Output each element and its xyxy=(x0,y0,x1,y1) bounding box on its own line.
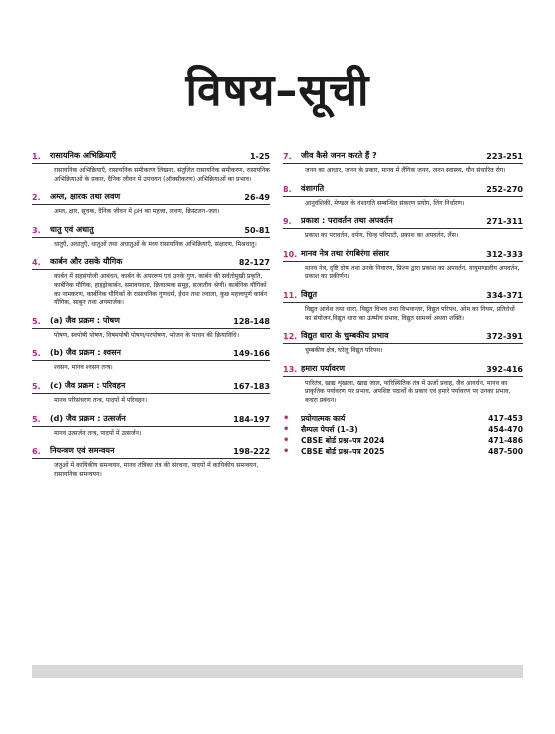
chapter-title: वंशागति xyxy=(301,183,325,193)
toc-entry[interactable] xyxy=(32,347,270,373)
page-range: 392-416 xyxy=(486,364,523,374)
toc-entry-header xyxy=(32,224,270,238)
chapter-number: 9. xyxy=(283,217,292,227)
extras-title: CBSE बोर्ड प्रश्न–पत्र 2024 xyxy=(301,435,385,445)
page-range: 454-470 xyxy=(488,424,523,434)
toc-entry-header xyxy=(283,150,523,164)
chapter-description: रासायनिक अभिक्रियाएँ, रासायनिक समीकरण लिखना, संतुलित रासायनिक समीकरण, रासायनिक अभिक्रियाओं के प्रकार, दैनिक जीवन में उपचयन (ऑक्सीकरण) अभिक्रियाओं का प्रभाव। xyxy=(54,167,270,183)
chapter-number: 10. xyxy=(283,249,298,259)
chapter-number: 6. xyxy=(32,447,41,457)
chapter-number: 5. xyxy=(32,381,41,391)
page-range: 417-453 xyxy=(488,413,523,423)
extras-item[interactable] xyxy=(283,424,523,435)
extras-item[interactable] xyxy=(283,413,523,424)
toc-entry-header xyxy=(283,289,523,303)
page-range: 198-222 xyxy=(233,447,270,457)
toc-entry[interactable] xyxy=(283,363,523,406)
chapter-number: 11. xyxy=(283,290,298,300)
page-range: 223-251 xyxy=(486,152,523,161)
chapter-number: 7. xyxy=(283,152,292,161)
chapter-number: 8. xyxy=(283,184,292,194)
bullet-icon: • xyxy=(283,434,290,446)
toc-entry[interactable] xyxy=(32,315,270,341)
toc-entry-header xyxy=(32,315,270,329)
chapter-title: रासायनिक अभिक्रियाएँ xyxy=(50,151,117,160)
toc-entry-header xyxy=(283,330,523,344)
toc-entry-header xyxy=(32,380,270,394)
chapter-title: धातु एवं अधातु xyxy=(50,224,94,234)
chapter-title: अम्ल, क्षारक तथा लवण xyxy=(50,192,121,202)
chapter-number: 13. xyxy=(283,364,298,374)
chapter-number: 5. xyxy=(32,349,41,359)
chapter-number: 12. xyxy=(283,332,298,342)
toc-entry[interactable] xyxy=(283,289,523,323)
bottom-band xyxy=(32,665,523,678)
chapter-title: (d) जैव प्रक्रम : उत्सर्जन xyxy=(50,413,126,423)
chapter-description: विद्युत आवेश तथा धारा, विद्युत विभव तथा विभवान्तर, विद्युत परिपथ, ओम का नियम, प्रतिरोधों का संयोजन,विद्युत धारा का ऊष्मीय प्रभाव, विद्युत सामर्थ्य अथवा शक्ति। xyxy=(305,305,515,322)
toc-entry[interactable] xyxy=(32,191,270,217)
chapter-description: मानव परिसंचरण तन्त्र, पादपों में परिवहन। xyxy=(54,396,148,404)
extras-title: सैम्पल पेपर्स (1-3) xyxy=(301,424,358,434)
page-range: 1-25 xyxy=(249,152,270,161)
chapter-description: पारितंत्र, खाद्य शृंखला, खाद्य जाल, पारिस्थितिक तंत्र में ऊर्जा प्रवाह, जैव आवर्धन, मानव का प्राकृतिक पर्यावरण पर प्रभाव, अपशिष्ट पदार्थों के प्रकार एवं हमारे पर्यावरण पर उनका प्रभाव, कचरा प्रबंधन। xyxy=(305,379,511,404)
toc-left-column xyxy=(32,150,270,486)
bullet-icon: • xyxy=(283,412,290,424)
chapter-number: 2. xyxy=(32,193,41,203)
chapter-title: जीव कैसे जनन करते हैं ? xyxy=(301,151,377,160)
extras-title: CBSE बोर्ड प्रश्न–पत्र 2025 xyxy=(301,446,385,456)
page-range: 26-49 xyxy=(244,193,270,203)
chapter-description: पोषण, स्वपोषी पोषण, विषमपोषी पोषण/परपोषण, भोजन के पाचन की क्रियाविधि। xyxy=(54,331,240,339)
extras-title: प्रयोगात्मक कार्य xyxy=(301,413,346,423)
page-range: 487-500 xyxy=(488,446,523,456)
toc-entry[interactable] xyxy=(32,150,270,184)
chapter-title: (c) जैव प्रक्रम : परिवहन xyxy=(50,380,126,390)
toc-entry[interactable] xyxy=(32,256,270,307)
toc-entry-header xyxy=(32,150,270,164)
toc-entry-header xyxy=(32,191,270,205)
page-range: 50-81 xyxy=(244,225,270,235)
toc-entry-header xyxy=(283,363,523,377)
chapter-description: आनुवंशिकी, मेण्डल के वंशागति सम्बन्धित संकरण प्रयोग, लिंग निर्धारण। xyxy=(305,199,465,207)
page-range: 312-333 xyxy=(486,249,523,259)
chapter-title: नियन्त्रण एवं समन्वयन xyxy=(50,446,115,456)
toc-entry[interactable] xyxy=(32,380,270,406)
page-range: 471-486 xyxy=(488,435,523,445)
toc-entry[interactable] xyxy=(283,248,523,282)
chapter-number: 5. xyxy=(32,414,41,424)
page-range: 184-197 xyxy=(233,414,270,424)
chapter-number: 1. xyxy=(32,152,41,161)
chapter-description: जनन का आधार, जनन के प्रकार, मानव में लैंगिक जनन, जनन स्वास्थ्य, यौन संचारित रोग। xyxy=(305,167,506,174)
toc-entry-header xyxy=(283,183,523,197)
toc-entry-header xyxy=(32,256,270,270)
toc-entry[interactable] xyxy=(32,224,270,250)
chapter-description: धातुएँ, अधातुएँ, धातुओं तथा अधातुओं के मध्य रासायनिक अभिक्रियाएँ, संक्षारण, मिश्रधातु। xyxy=(54,240,257,248)
toc-entry-header xyxy=(32,347,270,361)
chapter-description: कार्बन में सहसंयोजी आबंधन, कार्बन के अपररूप एवं उनके गुण, कार्बन की सर्वतोमुखी प्रकृति, कार्बनिक यौगिक, हाइड्रोकार्बन, समावयवता, क्रियात्मक समूह, सजातीय श्रेणी। कार्बनिक यौगिकों का नामकरण, कार्बनिक यौगिकों के रासायनिक गुणधर्म, ईंधन तथा ज्वाला, कुछ महत्त्वपूर्ण कार्बन यौगिक, साबुन तथा अपमार्जक। xyxy=(54,273,268,307)
chapter-description: चुम्बकीय क्षेत्र, घरेलू विद्युत परिपथ। xyxy=(305,347,383,355)
page-range: 128-148 xyxy=(233,316,270,326)
chapter-title: (b) जैव प्रक्रम : श्वसन xyxy=(50,348,121,358)
chapter-description: मानव नेत्र, दृष्टि दोष तथा उनके निवारण, प्रिज्म द्वारा प्रकाश का अपवर्तन, वायुमण्डलीय अपवर्तन, प्रकाश का प्रकीर्णन। xyxy=(305,264,520,281)
chapter-title: मानव नेत्र तथा रंगबिरंगा संसार xyxy=(301,248,389,258)
chapter-title: हमारा पर्यावरण xyxy=(301,363,345,373)
bullet-icon: • xyxy=(283,423,290,435)
toc-entry-header xyxy=(283,248,523,262)
page-range: 82-127 xyxy=(238,258,270,268)
chapter-number: 4. xyxy=(32,258,41,268)
page-range: 167-183 xyxy=(233,381,270,391)
toc-entry[interactable] xyxy=(283,330,523,356)
toc-entry-header xyxy=(283,215,523,229)
page-range: 149-166 xyxy=(233,349,270,359)
toc-entry[interactable] xyxy=(283,183,523,209)
toc-right-column xyxy=(283,150,523,457)
chapter-number: 5. xyxy=(32,316,41,326)
page-range: 252-270 xyxy=(486,184,523,194)
chapter-description: श्वसन, मानव श्वसन तन्त्र। xyxy=(54,364,113,372)
bullet-icon: • xyxy=(283,445,290,457)
chapter-title: विद्युत xyxy=(301,289,318,299)
chapter-title: प्रकाश : परावर्तन तथा अपवर्तन xyxy=(301,216,393,226)
chapter-title: विद्युत धारा के चुम्बकीय प्रभाव xyxy=(301,331,389,341)
extras-item[interactable] xyxy=(283,435,523,446)
chapter-description: मानव उत्सर्जन तन्त्र, पादपों में उत्सर्जन। xyxy=(54,429,142,437)
toc-entry-header xyxy=(32,445,270,459)
toc-entry[interactable] xyxy=(32,413,270,439)
toc-entry[interactable] xyxy=(32,445,270,479)
chapter-description: प्रकाश का परावर्तन, दर्पण, चिन्ह परिपाटी, प्रकाश का अपवर्तन, लैंस। xyxy=(305,232,459,240)
chapter-title: कार्बन और उसके यौगिक xyxy=(50,257,123,267)
extras-item[interactable] xyxy=(283,446,523,457)
toc-entry[interactable] xyxy=(283,215,523,241)
chapter-description: अम्ल, क्षार, सूचक, दैनिक जीवन में pH का महत्त्व, लवण, क्रिस्टलन–जल। xyxy=(54,208,220,216)
chapter-number: 3. xyxy=(32,225,41,235)
page-range: 334-371 xyxy=(486,290,523,300)
toc-entry-header xyxy=(32,413,270,427)
extras-list xyxy=(283,413,523,457)
page-range: 372-391 xyxy=(486,332,523,342)
chapter-title: (a) जैव प्रक्रम : पोषण xyxy=(50,315,120,325)
page-title: विषय–सूची xyxy=(185,65,370,116)
toc-entry[interactable] xyxy=(283,150,523,176)
page-range: 271-311 xyxy=(486,217,523,227)
chapter-description: जंतुओं में कायिकीय समन्वयन, मानव तंत्रिका तंत्र की संरचना, पादपों में कायिकीय समन्वयन, रासायनिक समन्वयन। xyxy=(54,462,259,478)
